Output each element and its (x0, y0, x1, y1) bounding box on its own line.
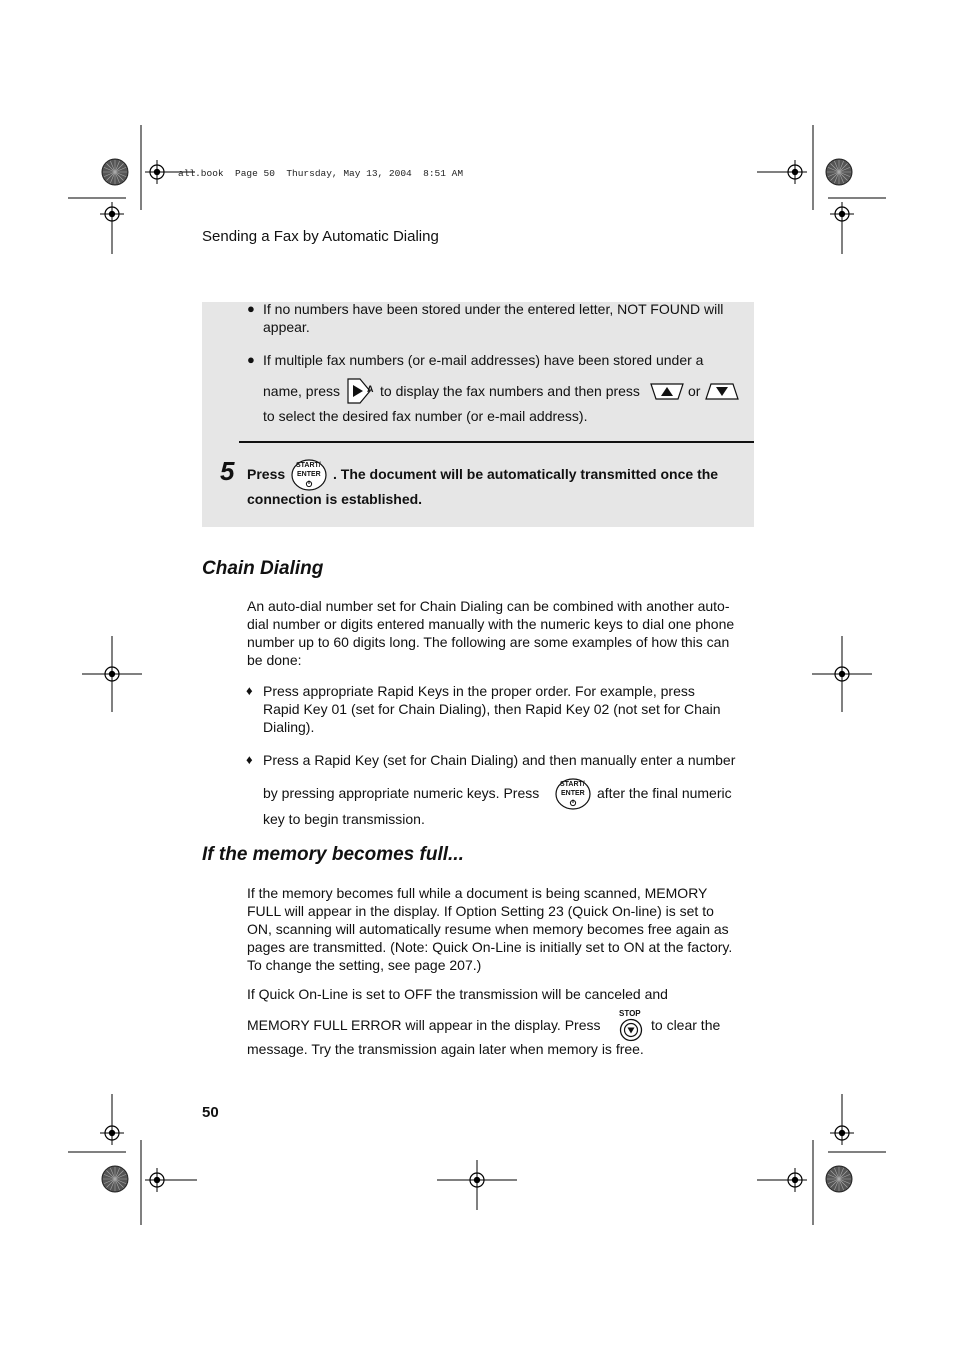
text-line: Press appropriate Rapid Keys in the proper order. For example, press (263, 683, 695, 699)
text-line: Dialing). (263, 719, 315, 735)
text-line: key to begin transmission. (263, 811, 425, 827)
bullet-dot: ● (247, 352, 255, 367)
text-line: by pressing appropriate numeric keys. Press (263, 785, 540, 801)
text-line: name, press (263, 383, 341, 399)
text-line: to display the fax numbers and then press (380, 383, 640, 399)
step-press-label: Press (247, 466, 286, 482)
memory-full-paragraph (247, 884, 732, 974)
text-line: To change the setting, see page 207.) (247, 957, 482, 973)
bullet-dot: ● (247, 301, 255, 316)
text-line: If the memory becomes full while a document is being scanned, MEMORY (247, 885, 708, 901)
section-heading-chain-dialing: Chain Dialing (202, 558, 324, 579)
running-head: Sending a Fax by Automatic Dialing (202, 228, 439, 245)
stop-key-label: STOP (619, 1009, 641, 1018)
step-text-line: . The document will be automatically transmitted once the (333, 466, 719, 482)
text-line: dial number or digits entered manually with the numeric keys to dial one phone (247, 616, 735, 632)
chain-dialing-paragraph (247, 597, 734, 669)
text-line: ON, scanning will automatically resume when memory becomes free again as (247, 921, 729, 937)
text-line: If no numbers have been stored under the entered letter, NOT FOUND will (263, 301, 724, 317)
step-divider (239, 441, 754, 443)
note-not-found (263, 300, 723, 336)
diamond-bullet: ♦ (246, 683, 253, 698)
text-line: If Quick On-Line is set to OFF the transmission will be canceled and (247, 986, 668, 1002)
down-arrow-key-icon (705, 382, 739, 402)
chain-example-1 (263, 682, 721, 736)
start-key-label-top: START/ (560, 781, 585, 788)
text-line: Press a Rapid Key (set for Chain Dialing) and then manually enter a number (263, 752, 736, 768)
text-line: If multiple fax numbers (or e-mail addresses) have been stored under a (263, 352, 704, 368)
text-line: appear. (263, 319, 310, 335)
text-line: MEMORY FULL ERROR will appear in the display. Press (247, 1017, 601, 1033)
text-line: pages are transmitted. (Note: Quick On-Line is initially set to ON at the factory. (247, 939, 733, 955)
page-number: 50 (202, 1104, 219, 1121)
step-number: 5 (220, 456, 235, 486)
up-arrow-key-icon (650, 382, 684, 402)
print-header-info: all.book Page 50 Thursday, May 13, 2004 8:51 AM (178, 168, 464, 179)
text-line: FULL will appear in the display. If Option Setting 23 (Quick On-line) is set to (247, 903, 714, 919)
text-line: Rapid Key 01 (set for Chain Dialing), then Rapid Key 02 (not set for Chain (263, 701, 721, 717)
text-line: after the final numeric (597, 785, 732, 801)
start-key-label-bottom: ENTER (561, 790, 585, 797)
text-line: message. Try the transmission again later when memory is free. (247, 1041, 644, 1057)
diamond-bullet: ♦ (246, 752, 253, 767)
text-line: number up to 60 digits long. The following are some examples of how this can (247, 634, 730, 650)
start-key-label-bottom: ENTER (297, 471, 321, 478)
text-line: to select the desired fax number (or e-mail address). (263, 408, 588, 424)
section-heading-memory-full: If the memory becomes full... (202, 844, 464, 865)
right-key-letter: A (367, 384, 374, 394)
text-or: or (688, 383, 701, 399)
step-text-line: connection is established. (247, 491, 423, 507)
start-key-label-top: START/ (296, 462, 321, 469)
text-line: An auto-dial number set for Chain Dialing can be combined with another auto- (247, 598, 730, 614)
text-line: to clear the (651, 1017, 721, 1033)
text-line: be done: (247, 652, 302, 668)
